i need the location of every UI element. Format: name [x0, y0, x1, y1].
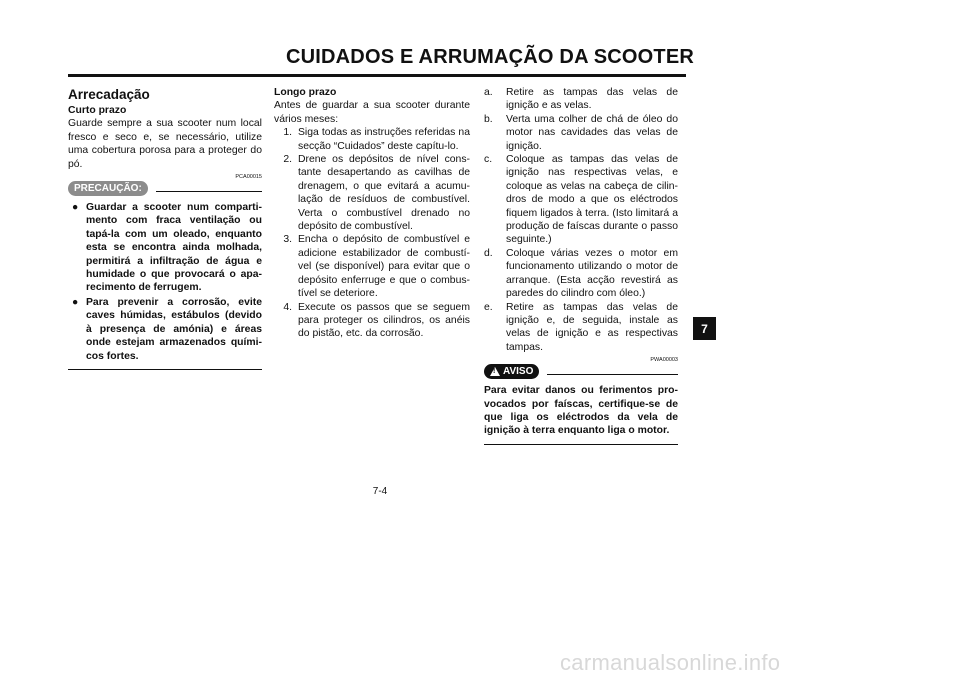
substep-letter: b.	[484, 113, 493, 125]
title-rule	[68, 74, 686, 77]
substep-letter: d.	[484, 247, 493, 259]
subheading-short-term: Curto prazo	[68, 105, 127, 116]
caution-bullet	[68, 296, 262, 363]
step-text: Encha o depósito de combustível e adicione estabilizador de combustí-vel (se disponível) para evitar que o depósito enferruge e que o combus-tível se deteriore.	[298, 234, 470, 300]
warning-end-rule	[484, 444, 678, 445]
step-item	[274, 301, 470, 341]
short-term-paragraph: Guarde sempre a sua scooter num local fresco e seco e, se necessário, utilize uma cobertura porosa para a proteger do pó.	[68, 118, 262, 170]
step-number: 1.	[283, 127, 292, 139]
substep-letter: c.	[484, 154, 493, 166]
chapter-tab: 7	[693, 317, 716, 340]
warning-label-row	[484, 364, 678, 379]
step-number: 4.	[283, 301, 292, 313]
substep-text: Retire as tampas das velas de ignição e as velas.	[506, 87, 678, 112]
substep-item	[484, 247, 678, 301]
warning-label	[484, 364, 539, 379]
substep-letter: a.	[484, 87, 493, 98]
step-item	[274, 153, 470, 233]
substep-text: Coloque várias vezes o motor em funcionamento utilizando o motor de arranque. (Esta acção revestirá as paredes do cilindro com óleo.)	[506, 247, 678, 300]
caution-end-rule	[68, 369, 262, 370]
page-number: 7-4	[372, 486, 388, 497]
substep-text: Retire as tampas das velas de ignição e, de seguida, instale as velas de ignição e as respectivas tampas.	[506, 301, 678, 353]
warning-label-text: AVISO	[503, 366, 534, 378]
long-term-intro: Antes de guardar a sua scooter durante vários meses:	[274, 100, 470, 125]
caution-bullet-text: Para prevenir a corrosão, evite caves húmidas, estábulos (devido à presença de amónia) e áreas onde estejam armazenados quími-cos fortes.	[86, 296, 262, 362]
warning-icon	[490, 367, 500, 376]
subheading-long-term: Longo prazo	[274, 87, 337, 98]
step-item	[274, 233, 470, 300]
substep-item	[484, 301, 678, 355]
caution-bullet	[68, 201, 262, 295]
bullet-icon: ●	[72, 296, 79, 308]
caution-bullet-text: Guardar a scooter num comparti-mento com fraca ventilação ou tapá-la com um oleado, enquanto esta se encontra ainda molhada, permitirá a infiltração de água e humidade o que provocará o apa-recimento de ferrugem.	[86, 202, 262, 294]
substep-letter: e.	[484, 301, 493, 313]
left-column	[68, 86, 262, 370]
right-column	[484, 86, 678, 445]
step-text: Siga todas as instruções referidas na secção “Cuidados” deste capítu-lo.	[298, 127, 470, 152]
bullet-icon: ●	[72, 202, 79, 214]
substep-text: Coloque as tampas das velas de ignição nas respectivas velas, e coloque as velas na cabeça de cilin-dros de modo a que os eléctrodos fiquem ligados à terra. (Isto limitará a produção de faíscas durante o passo seguinte.)	[506, 154, 678, 246]
watermark: carmanualsonline.info	[560, 650, 781, 675]
step-text: Drene os depósitos de nível cons-tante desapertando as cavilhas de drenagem, o que evitará a acumu-lação de resíduos de combustível. Verta o combustível drenado no depósito de combustível.	[298, 154, 470, 233]
substep-item	[484, 86, 678, 113]
section-heading: Arrecadação	[68, 87, 150, 102]
step-item	[274, 126, 470, 153]
middle-column	[274, 86, 470, 341]
step-number: 2.	[283, 154, 292, 166]
caution-rule	[156, 191, 262, 192]
step-text: Execute os passos que se seguem para proteger os cilindros, os anéis do pistão, etc. da corrosão.	[298, 301, 470, 340]
warning-text: Para evitar danos ou ferimentos pro-vocados por faíscas, certifique-se de que liga os eléctrodos da vela de ignição à terra enquanto liga o motor.	[484, 385, 678, 437]
warning-rule	[547, 374, 678, 375]
caution-label: PRECAUÇÃO:	[68, 181, 148, 196]
substep-item	[484, 113, 678, 153]
step-number: 3.	[283, 234, 292, 246]
substep-item	[484, 153, 678, 247]
substep-text: Verta uma colher de chá de óleo do motor nas cavidades das velas de ignição.	[506, 113, 678, 152]
page-title: CUIDADOS E ARRUMAÇÃO DA SCOOTER	[285, 46, 695, 68]
caution-label-row	[68, 181, 262, 196]
warning-code: PWA00003	[650, 357, 678, 364]
caution-code: PCA00015	[235, 174, 262, 181]
